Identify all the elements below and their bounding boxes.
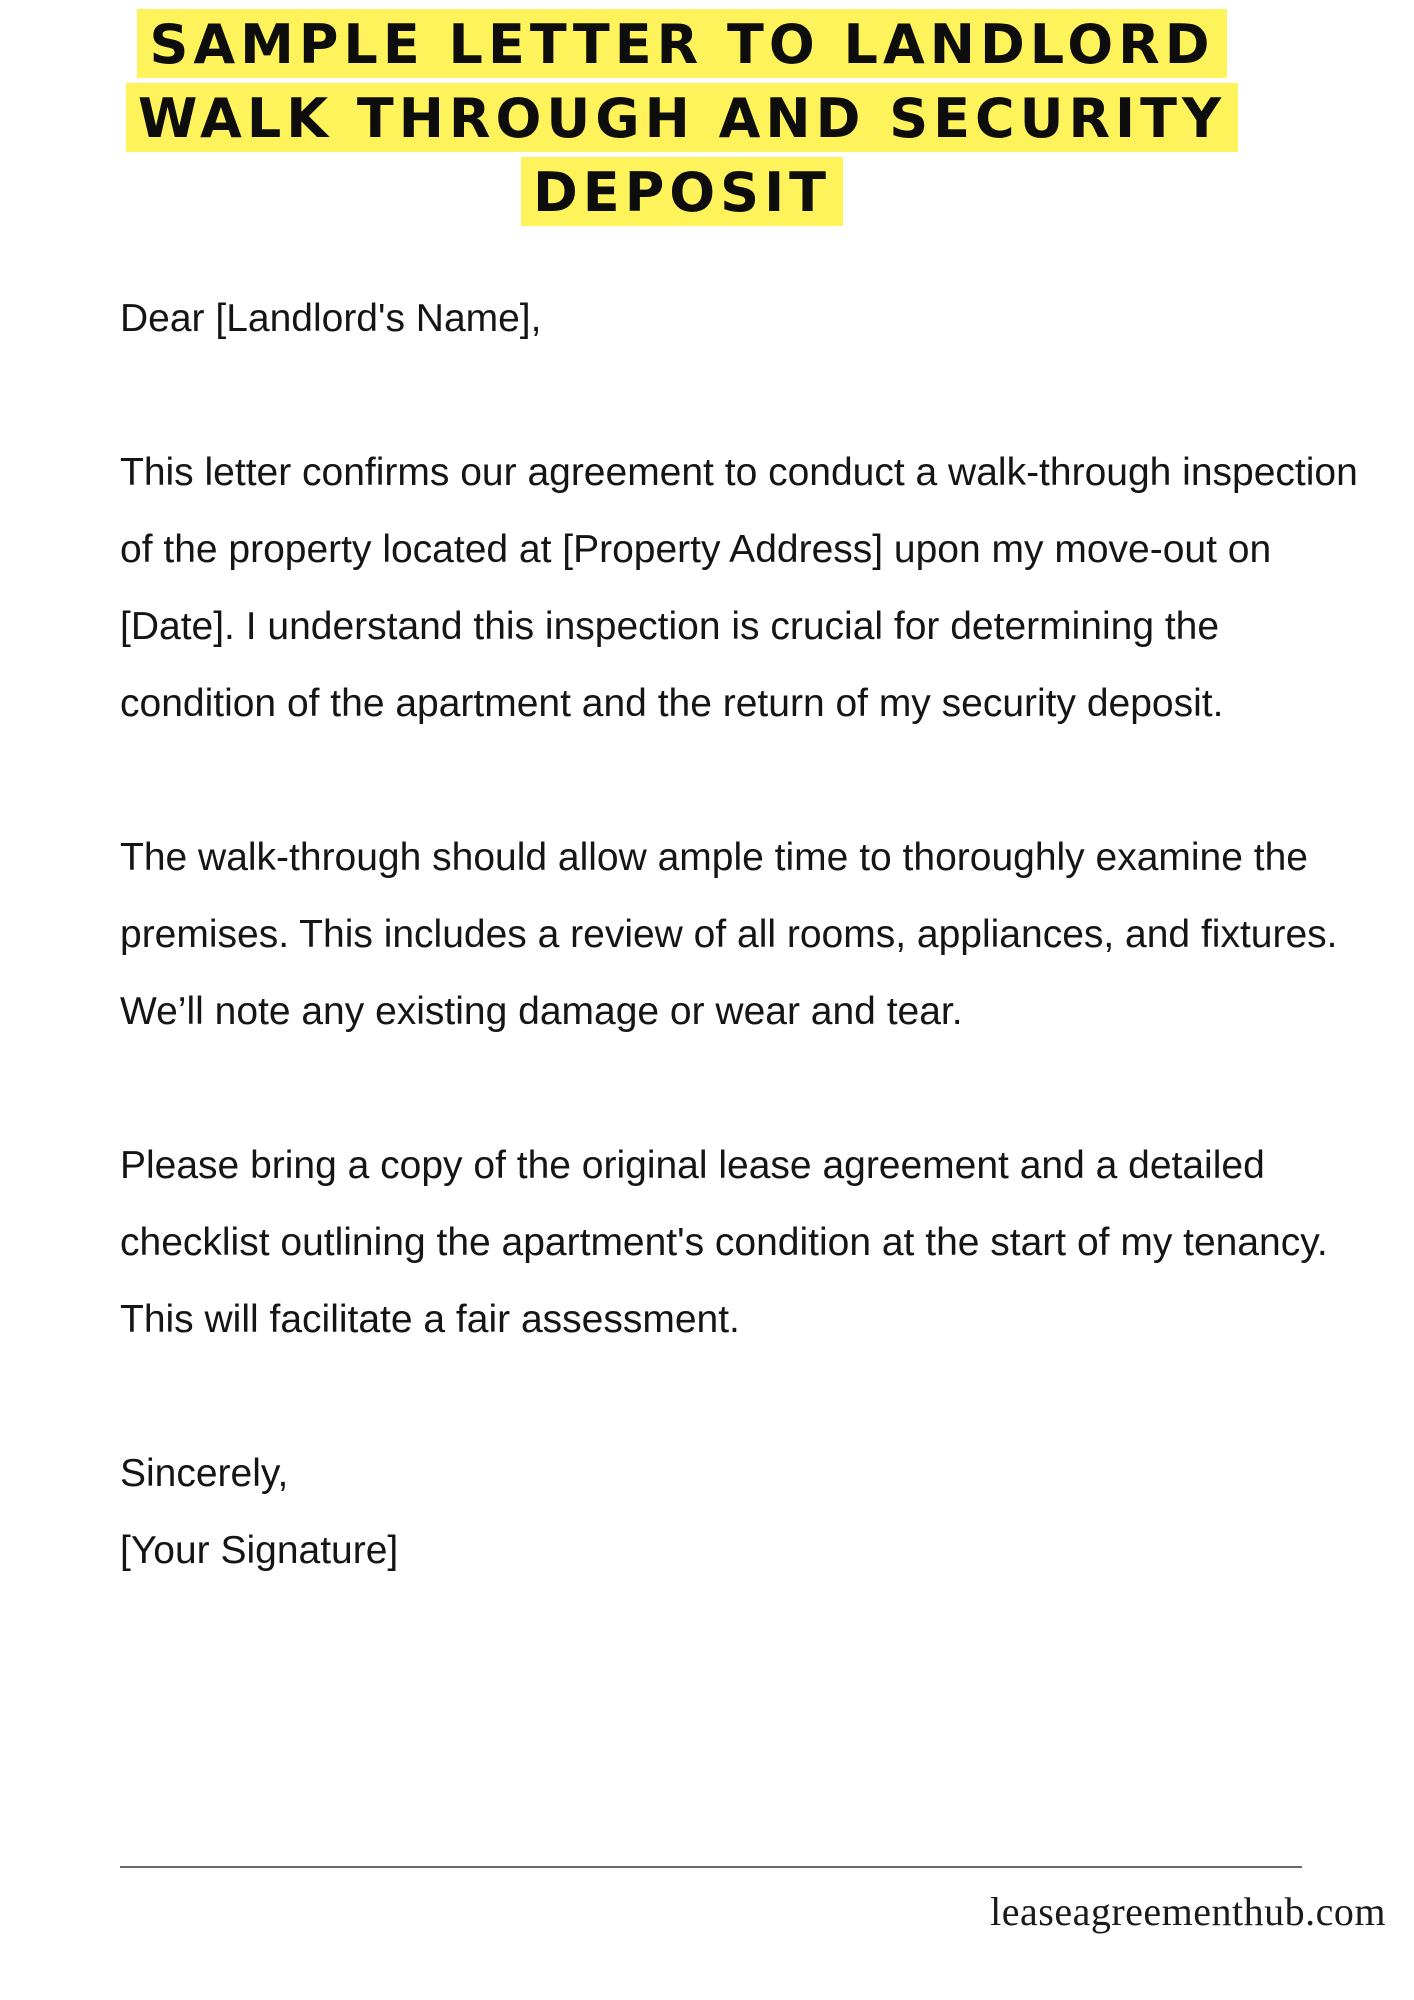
letter-closing: Sincerely, <box>120 1452 289 1495</box>
footer-divider <box>120 1866 1302 1868</box>
title-line-3: DEPOSIT <box>0 156 1364 230</box>
letter-paragraph-1: This letter confirms our agreement to conduct a walk-through inspection of the property located at [Property Address] upon my move-out on [Date]. I understand this inspection is crucial for determining the condition of the apartment and the return of my security deposit. <box>120 451 1358 725</box>
footer-website: leaseagreementhub.com <box>990 1889 1386 1934</box>
letter-paragraph-2: The walk-through should allow ample time to thoroughly examine the premises. This includes a review of all rooms, appliances, and fixtures. We’ll note any existing damage or wear and tear. <box>120 836 1338 1033</box>
title-line-1: SAMPLE LETTER TO LANDLORD <box>0 8 1364 82</box>
letter-paragraph-3: Please bring a copy of the original lease agreement and a detailed checklist outlining the apartment's condition at the start of my tenancy. This will facilitate a fair assessment. <box>120 1144 1328 1341</box>
letter-body <box>120 280 1360 1589</box>
letter-greeting: Dear [Landlord's Name], <box>120 297 542 340</box>
letter-signature: [Your Signature] <box>120 1529 399 1572</box>
title-line-2: WALK THROUGH AND SECURITY <box>0 82 1364 156</box>
page-title <box>0 8 1364 230</box>
